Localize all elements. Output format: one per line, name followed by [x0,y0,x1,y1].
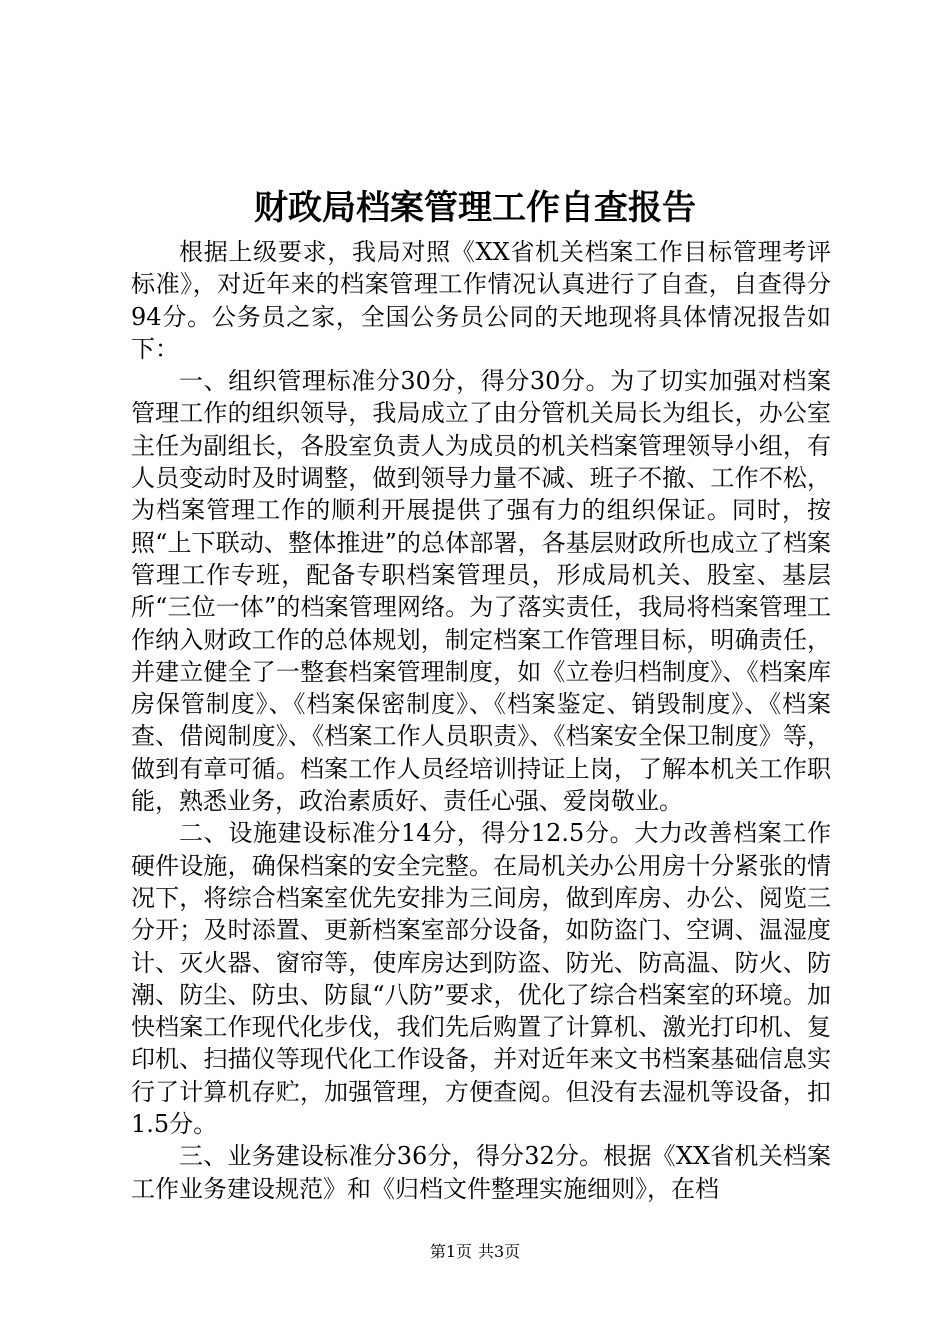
paragraph-organization: 一、组织管理标准分30分，得分30分。为了切实加强对档案管理工作的组织领导，我局成立了由分管机关局长为组长，办公室主任为副组长，各股室负责人为成员的机关档案管理领导小组，有人员变动时及时调整，做到领导力量不减、班子不撤、工作不松，为档案管理工作的顺利开展提供了强有力的组织保证。同时，按照“上下联动、整体推进”的总体部署，各基层财政所也成立了档案管理工作专班，配备专职档案管理员，形成局机关、股室、基层所“三位一体”的档案管理网络。为了落实责任，我局将档案管理工作纳入财政工作的总体规划，制定档案工作管理目标，明确责任，并建立健全了一整套档案管理制度，如《立卷归档制度》、《档案库房保管制度》、《档案保密制度》、《档案鉴定、销毁制度》、《档案查、借阅制度》、《档案工作人员职责》、《档案安全保卫制度》等，做到有章可循。档案工作人员经培训持证上岗，了解本机关工作职能，熟悉业务，政治素质好、责任心强、爱岗敬业。 [131,367,831,816]
paragraph-intro: 根据上级要求，我局对照《XX省机关档案工作目标管理考评标准》，对近年来的档案管理工作情况认真进行了自查，自查得分94分。公务员之家，全国公务员公同的天地现将具体情况报告如下： [131,238,831,363]
page-total: 共3页 [478,1242,521,1261]
page-footer [0,1242,950,1262]
document-title: 财政局档案管理工作自查报告 [254,188,696,228]
paragraph-business: 三、业务建设标准分36分，得分32分。根据《XX省机关档案工作业务建设规范》和《归档文件整理实施细则》，在档 [131,1142,831,1203]
document-body [131,236,831,1205]
page-number: 第1页 [429,1242,472,1261]
paragraph-facilities: 二、设施建设标准分14分，得分12.5分。大力改善档案工作硬件设施，确保档案的安全完整。在局机关办公用房十分紧张的情况下，将综合档案室优先安排为三间房，做到库房、办公、阅览三分开；及时添置、更新档案室部分设备，如防盗门、空调、温湿度计、灭火器、窗帘等，使库房达到防盗、防光、防高温、防火、防潮、防尘、防虫、防鼠“八防”要求，优化了综合档案室的环境。加快档案工作现代化步伐，我们先后购置了计算机、激光打印机、复印机、扫描仪等现代化工作设备，并对近年来文书档案基础信息实行了计算机存贮，加强管理，方便查阅。但没有去湿机等设备，扣1.5分。 [131,819,831,1139]
